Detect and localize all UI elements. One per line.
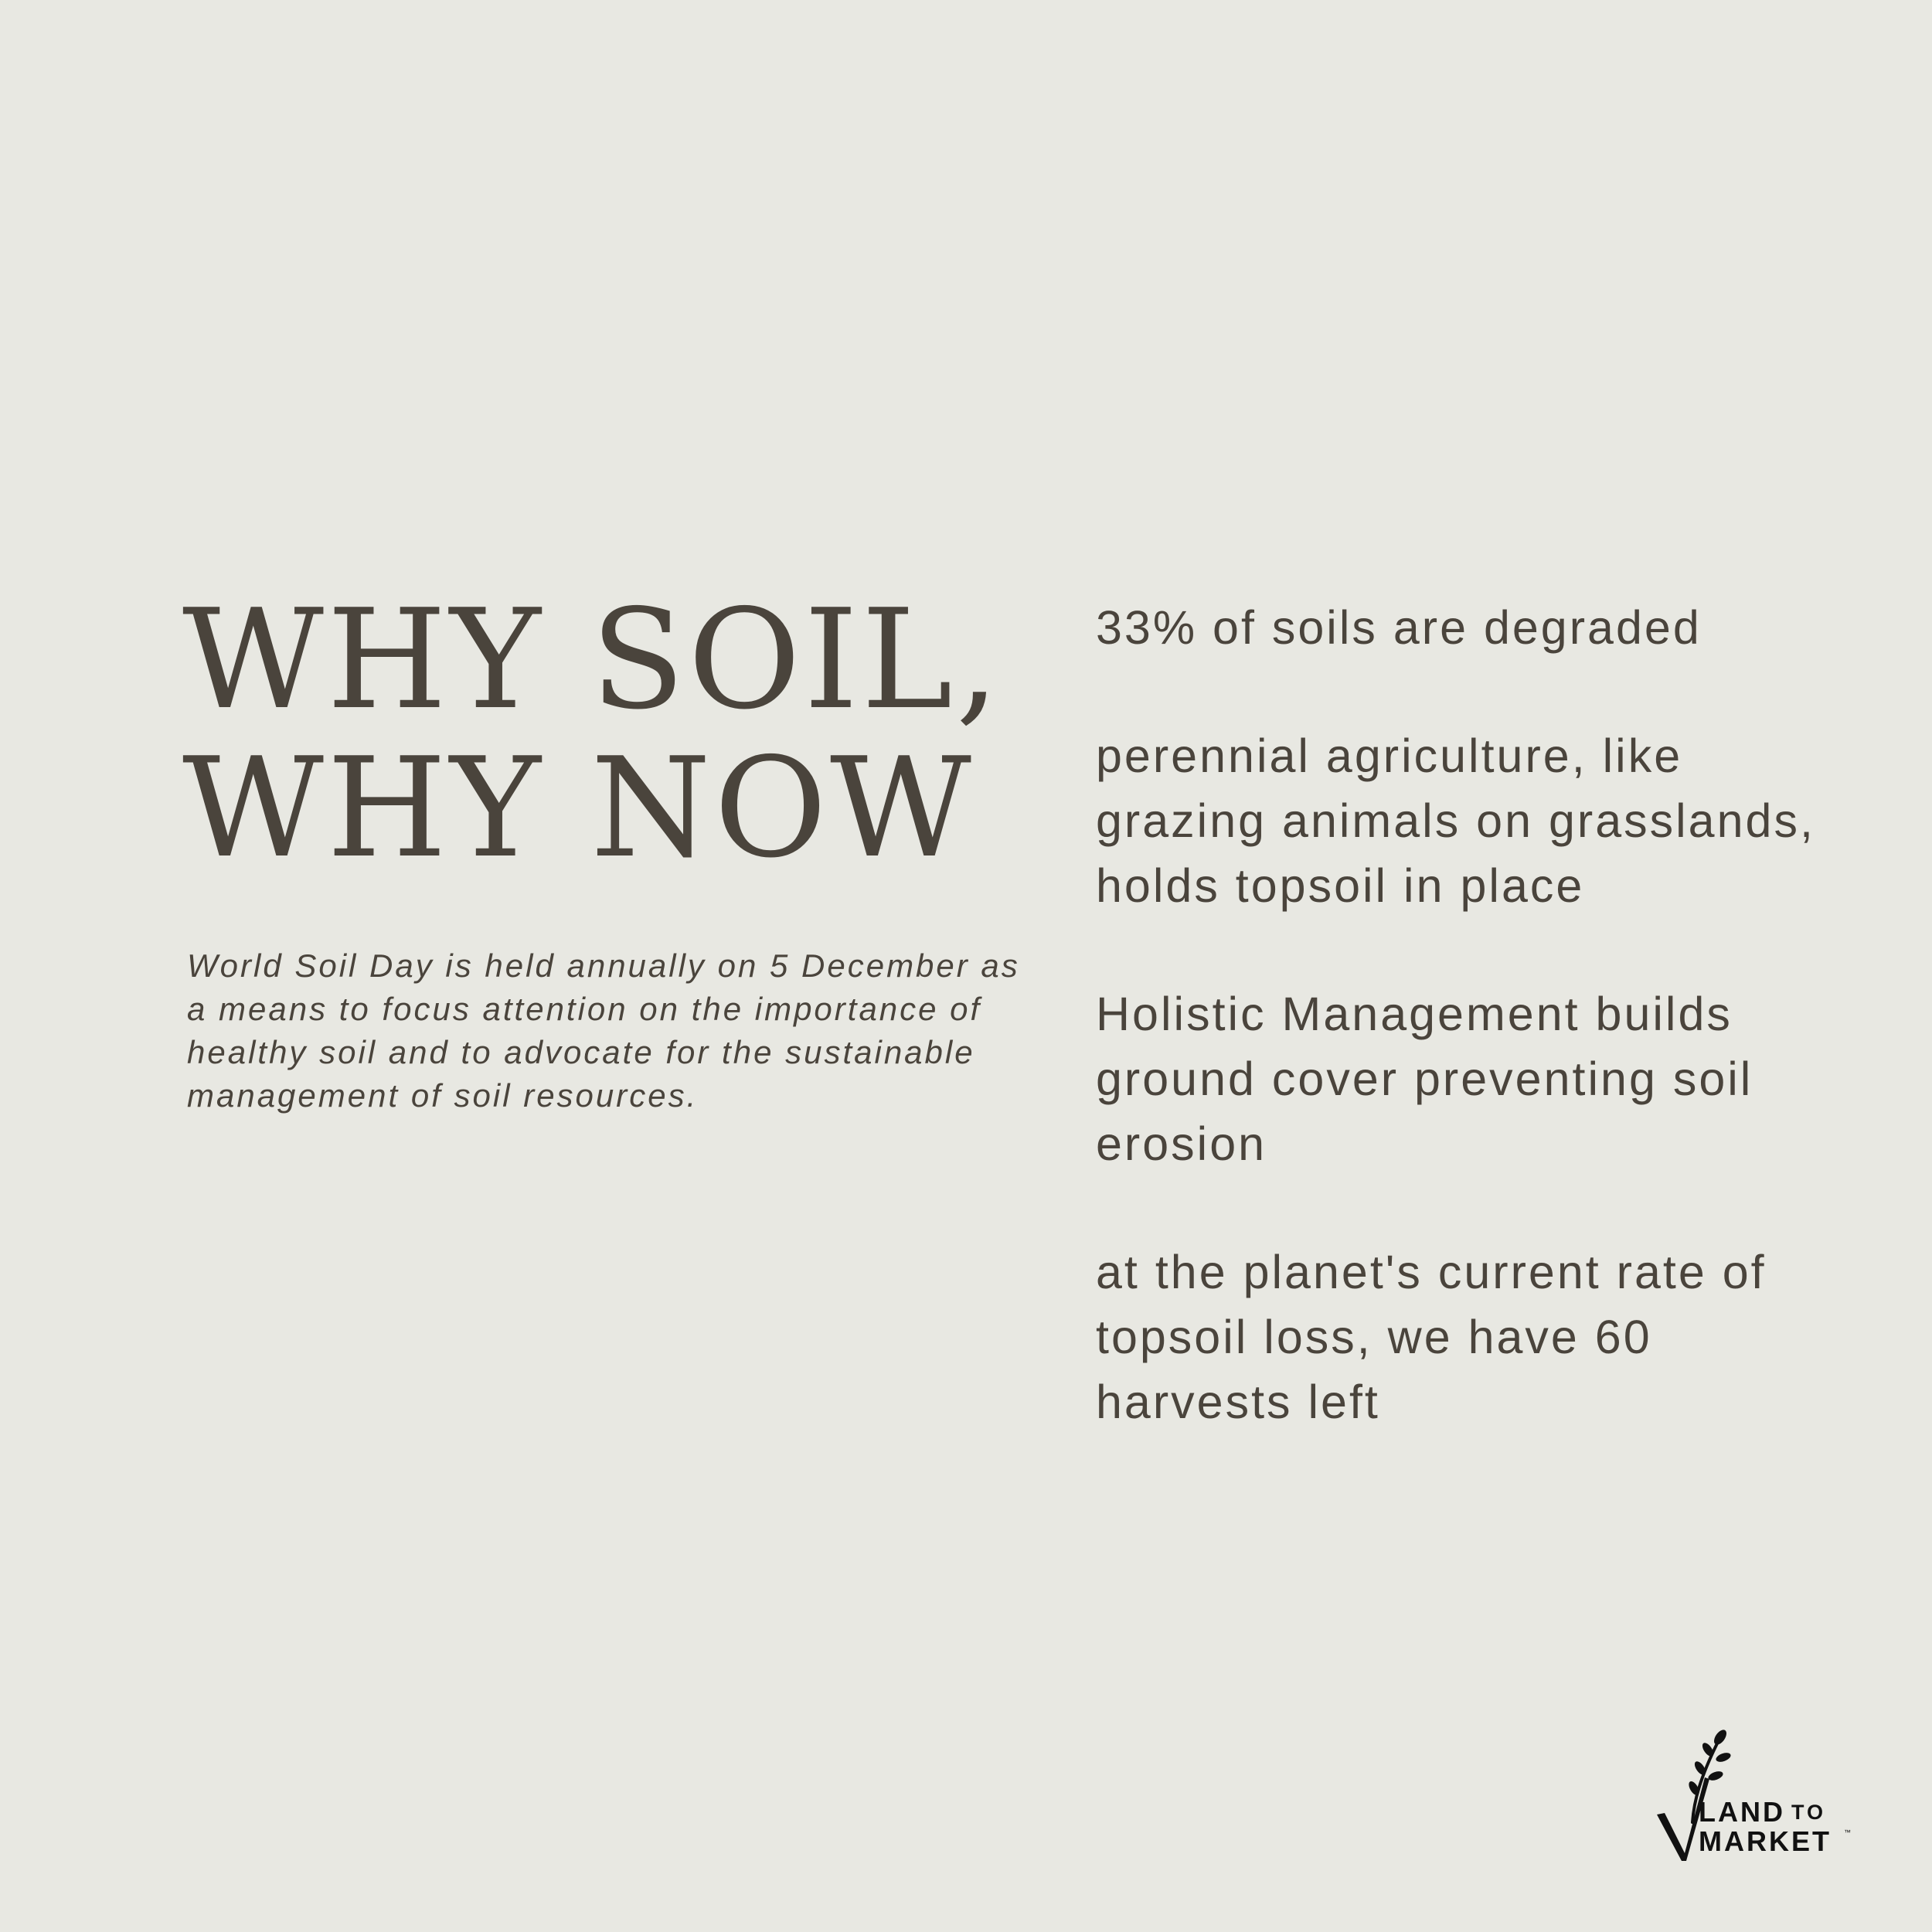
- fact-item: perennial agriculture, like grazing animals on grasslands, holds topsoil in place: [1096, 730, 1815, 912]
- land-to-market-logo: [1654, 1723, 1870, 1862]
- logo-word-market: MARKET: [1699, 1825, 1832, 1857]
- title-line-2: WHY NOW: [182, 728, 975, 888]
- fact-item: 33% of soils are degraded: [1096, 601, 1702, 654]
- fact-item: Holistic Management builds ground cover preventing soil erosion: [1096, 988, 1753, 1170]
- logo-word-to: TO: [1791, 1801, 1826, 1824]
- page-title: [182, 580, 1003, 888]
- title-line-1: WHY SOIL,: [182, 580, 1003, 740]
- intro-paragraph: World Soil Day is held annually on 5 December as a means to focus attention on the importance of healthy soil and to advocate for the sustainable management of soil resources.: [187, 947, 1020, 1114]
- logo-word-land: LAND: [1699, 1796, 1785, 1828]
- fact-item: at the planet's current rate of topsoil loss, we have 60 harvests left: [1096, 1246, 1767, 1428]
- facts-list: [1096, 595, 1838, 1498]
- logo-trademark: ™: [1844, 1828, 1851, 1836]
